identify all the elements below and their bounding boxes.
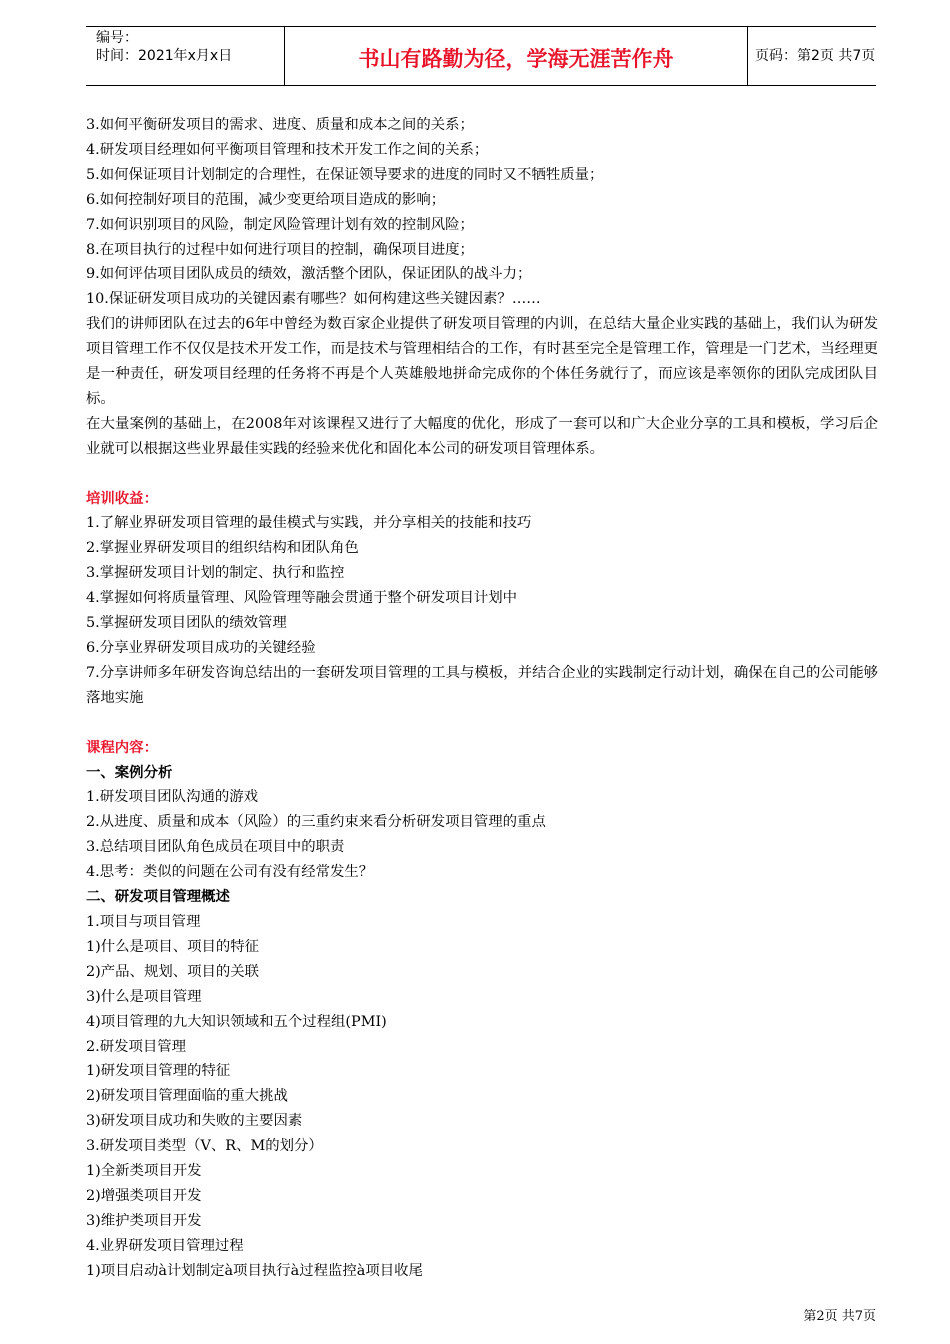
header-page-cell: [747, 27, 876, 85]
course-item: 1.项目与项目管理: [86, 913, 201, 930]
list-item: 7.如何识别项目的风险，制定风险管理计划有效的控制风险；: [86, 216, 474, 233]
header-motto: 书山有路勤为径，学海无涯苦作舟: [358, 47, 674, 71]
benefit-item: 6.分享业界研发项目成功的关键经验: [86, 640, 316, 657]
course-item: 4.思考：类似的问题在公司有没有经常发生？: [86, 864, 374, 881]
body-paragraph: 我们的讲师团队在过去的6年中曾经为数百家企业提供了研发项目管理的内训，在总结大量企业实践的基础上，我们认为研发项目管理工作不仅仅是技术开发工作，而是技术与管理相结合的工作，有时甚至完全是管理工作，管理是一门艺术，当经理更是一种责任，研发项目经理的任务将不再是个人英雄般地拼命完成你的个体任务就行了，而应该是率领你的团队完成团队目标。: [86, 316, 878, 407]
course-item: 3)维护类项目开发: [86, 1212, 202, 1229]
document-number-label: 编号：: [96, 30, 138, 46]
benefit-item: 3.掌握研发项目计划的制定、执行和监控: [86, 565, 345, 582]
list-item: 9.如何评估项目团队成员的绩效，激活整个团队，保证团队的战斗力；: [86, 266, 532, 283]
header-page-label: 页码：第2页 共7页: [755, 48, 876, 64]
benefit-item: 7.分享讲师多年研发咨询总结出的一套研发项目管理的工具与模板，并结合企业的实践制定行动计划，确保在自己的公司能够落地实施: [86, 664, 878, 706]
spacer: [86, 462, 878, 487]
course-item: 3.研发项目类型（V、R、M的划分）: [86, 1138, 323, 1155]
course-item: 1)全新类项目开发: [86, 1163, 202, 1180]
course-item: 1)什么是项目、项目的特征: [86, 938, 260, 955]
course-item: 2)研发项目管理面临的重大挑战: [86, 1088, 288, 1105]
course-item: 4.业界研发项目管理过程: [86, 1237, 244, 1254]
course-item: 1)研发项目管理的特征: [86, 1063, 231, 1080]
document-time-label: 时间：2021年x月x日: [96, 48, 233, 64]
list-item: 10.保证研发项目成功的关键因素有哪些？如何构建这些关键因素？……: [86, 291, 541, 308]
page-header: [86, 26, 876, 86]
header-info-cell: [86, 27, 284, 85]
course-item: 2.从进度、质量和成本（风险）的三重约束来看分析研发项目管理的重点: [86, 814, 546, 831]
benefit-item: 1.了解业界研发项目管理的最佳模式与实践，并分享相关的技能和技巧: [86, 515, 532, 532]
list-item: 5.如何保证项目计划制定的合理性，在保证领导要求的进度的同时又不牺牲质量；: [86, 166, 604, 183]
list-item: 8.在项目执行的过程中如何进行项目的控制，确保项目进度；: [86, 241, 474, 258]
page-footer-number: 第2页 共7页: [803, 1309, 876, 1324]
document-body: [86, 113, 878, 1284]
course-title: 课程内容：: [86, 739, 158, 756]
course-item: 3)研发项目成功和失败的主要因素: [86, 1113, 303, 1130]
course-item: 3.总结项目团队角色成员在项目中的职责: [86, 839, 345, 856]
benefit-item: 2.掌握业界研发项目的组织结构和团队角色: [86, 540, 359, 557]
spacer: [86, 711, 878, 736]
course-item: 4)项目管理的九大知识领域和五个过程组(PMI): [86, 1013, 387, 1030]
course-item: 2.研发项目管理: [86, 1038, 187, 1055]
header-motto-cell: [284, 27, 748, 85]
course-item: 2)增强类项目开发: [86, 1187, 202, 1204]
benefit-item: 5.掌握研发项目团队的绩效管理: [86, 615, 287, 632]
benefit-item: 4.掌握如何将质量管理、风险管理等融会贯通于整个研发项目计划中: [86, 590, 518, 607]
course-item: 2)产品、规划、项目的关联: [86, 963, 260, 980]
benefits-title: 培训收益：: [86, 490, 158, 507]
body-paragraph: 在大量案例的基础上，在2008年对该课程又进行了大幅度的优化，形成了一套可以和广大企业分享的工具和模板，学习后企业就可以根据这些业界最佳实践的经验来优化和固化本公司的研发项目管理体系。: [86, 415, 878, 457]
course-item: 1)项目启动à计划制定à项目执行à过程监控à项目收尾: [86, 1262, 423, 1279]
list-item: 3.如何平衡研发项目的需求、进度、质量和成本之间的关系；: [86, 117, 474, 133]
course-part2-heading: 二、研发项目管理概述: [86, 889, 230, 906]
list-item: 4.研发项目经理如何平衡项目管理和技术开发工作之间的关系；: [86, 141, 489, 158]
course-item: 3)什么是项目管理: [86, 988, 202, 1005]
list-item: 6.如何控制好项目的范围，减少变更给项目造成的影响；: [86, 191, 446, 208]
course-part1-heading: 一、案例分析: [86, 764, 173, 781]
course-item: 1.研发项目团队沟通的游戏: [86, 789, 259, 806]
